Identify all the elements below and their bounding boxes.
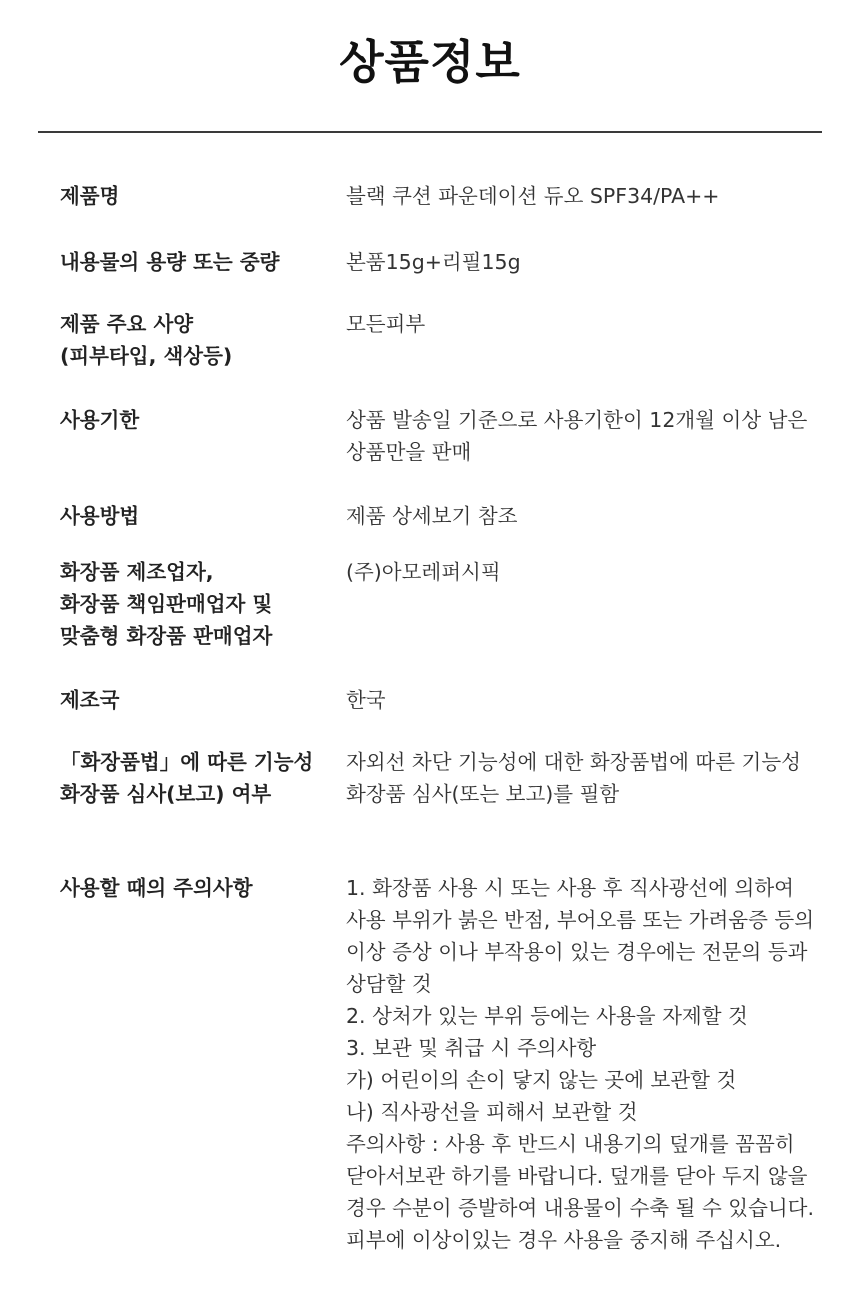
- info-value: 자외선 차단 기능성에 대한 화장품법에 따른 기능성 화장품 심사(또는 보고)를 필함: [346, 750, 801, 806]
- info-row-manufacturer: [60, 556, 820, 684]
- info-row-precautions: [60, 872, 820, 1272]
- info-value: 한국: [346, 688, 386, 712]
- info-label: 제품 주요 사양 (피부타입, 색상등): [60, 312, 233, 368]
- info-row-specs: [60, 308, 820, 404]
- info-value: 1. 화장품 사용 시 또는 사용 후 직사광선에 의하여 사용 부위가 붉은 반점, 부어오름 또는 가려움증 등의 이상 증상 이나 부작용이 있는 경우에는 전문의 등과 상담할 것 2. 상처가 있는 부위 등에는 사용을 자제할 것 3. 보관 및 취급 시 주의사항 가) 어린이의 손이 닿지 않는 곳에 보관할 것 나) 직사광선을 피해서 보관할 것 주의사항 : 사용 후 반드시 내용기의 덮개를 꼼꼼히 닫아서보관 하기를 바랍니다. 덮개를 닫아 두지 않을 경우 수분이 증발하여 내용물이 수축 될 수 있습니다. 피부에 이상이있는 경우 사용을 중지해 주십시오.: [346, 876, 814, 1252]
- info-label: 제품명: [60, 184, 120, 208]
- info-row-expiry: [60, 404, 820, 500]
- product-info-table: [60, 180, 820, 1272]
- info-row-capacity: [60, 246, 820, 308]
- info-value: 제품 상세보기 참조: [346, 504, 518, 528]
- info-row-functional-review: [60, 746, 820, 872]
- title-divider: [38, 131, 822, 133]
- info-label: 사용할 때의 주의사항: [60, 876, 253, 900]
- info-value: 모든피부: [346, 312, 426, 336]
- info-value: (주)아모레퍼시픽: [346, 560, 501, 584]
- info-value: 본품15g+리필15g: [346, 250, 521, 274]
- info-label: 화장품 제조업자, 화장품 책임판매업자 및 맞춤형 화장품 판매업자: [60, 560, 273, 648]
- info-value: 블랙 쿠션 파운데이션 듀오 SPF34/PA++: [346, 184, 720, 208]
- info-row-country: [60, 684, 820, 746]
- info-row-product-name: [60, 180, 820, 246]
- info-row-usage: [60, 500, 820, 556]
- page-title: 상품정보: [339, 35, 521, 89]
- info-label: 내용물의 용량 또는 중량: [60, 250, 280, 274]
- info-label: 제조국: [60, 688, 120, 712]
- info-label: 「화장품법」에 따른 기능성 화장품 심사(보고) 여부: [60, 750, 314, 806]
- info-value: 상품 발송일 기준으로 사용기한이 12개월 이상 남은 상품만을 판매: [346, 408, 808, 464]
- info-label: 사용기한: [60, 408, 140, 432]
- info-label: 사용방법: [60, 504, 140, 528]
